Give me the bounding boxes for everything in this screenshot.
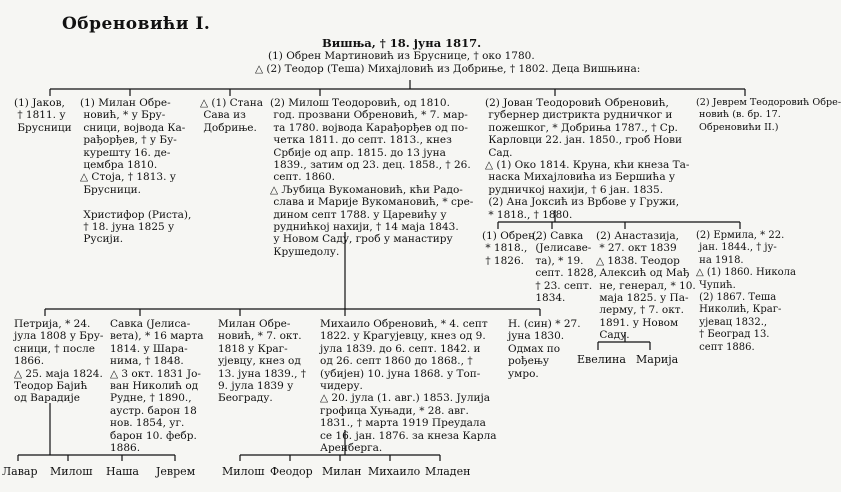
person-marija: Марија [636,353,679,366]
person-mihailo-savka: Михаило [368,465,421,478]
person-lavar: Лавар [2,465,38,478]
page-title: Обреновићи I. [62,14,211,34]
person-petrija: Петрија, * 24. јула 1808 у Бру- сници, † после 1866. △ 25. маја 1824. Теодор Бајић од Варадије [14,318,104,405]
person-ermila: (2) Ермила, * 22. јан. 1844., † ју- на 1918. △ (1) 1860. Никола Чупић. (2) 1867. Теша Николић, Краг- ујевац 1832., † Београд 13. септ 1886. [696,230,796,353]
root-name: Вишња, † 18. јуна 1817. [322,36,482,50]
person-milan: (1) Милан Обре- новић, * у Бру- сници, војвода Ка- рађорђев, † у Бу- курешту 16. де- цембра 1810. △ Стоја, † 1813. у Брусници. Христифор (Риста), † 18. јуна 1825 у Русији. [80,97,192,246]
person-milos-savka: Милош [222,465,265,478]
person-milos: (2) Милош Теодоровић, од 1810. год. прозвани Обреновић, * 7. мар- та 1780. војвода Карађорђев од по- четка 1811. до септ. 1813., кнез Србије од апр. 1815. до 13 јуна 1839., затим од 23. дец. 1858., † 26. септ. 1860. △ Љубица Вукомановић, кћи Радо- слава и Марије Вукомановић, * сре- дином септ 1788. у Царевићу у руднићкој нахији, † 14 маја 1843. у Новом Саду, гроб у манастиру Крушедолу. [270,97,474,258]
person-jevrem: (2) Јеврем Теодоровић Обре- новић (в. бр. 17. Обреновићи II.) [696,97,841,133]
person-milan-savka: Милан [322,465,362,478]
person-jovan: (2) Јован Теодоровић Обреновић, губернер дистрикта рудничког и пожешког, * Добриња 1787., † Ср. Карловци 22. јан. 1850., гроб Нови Сад. △ (1) Око 1814. Круна, кћи кнеза Та- наска Михајловића из Бершића у рудничкој нахији, † 6 јан. 1835. (2) Ана Јоксић из Врбове у Гружи, * 1818., † 1880. [485,97,690,221]
person-jevrem-petrija: Јеврем [156,465,196,478]
person-evelina: Евелина [577,353,626,366]
person-jakov: (1) Јаков, † 1811. у Брусници [14,97,72,134]
person-milan-milos: Милан Обре- новић, * 7. окт. 1818 у Краг- ујевцу, кнез од 13. јуна 1839., † 9. јула 1839 у Београду. [218,318,307,405]
person-savka-milos: Савка (Јелиса- вета), * 16 марта 1814. у Шара- нима, † 1848. △ 3 окт. 1831 Јо- ван Николић од Рудне, † 1890., аустр. барон 18 нов. 1854, уг. барон 10. фебр. 1886. [110,318,204,455]
person-savka-jovan: (2) Савка (Јелисаве- та), * 19. септ. 1828, † 23. септ. 1834. [532,230,597,305]
person-milos-petrija: Милош [50,465,93,478]
person-feodor: Феодор [270,465,313,478]
person-nasa: Наша [106,465,139,478]
person-anastazija: (2) Анастазија, * 27. окт 1839 △ 1838. Теодор Алексић од Мађ не, генерал, * 10. маја 1825. у Па- лерму, † 7. окт. 1891. у Новом Саду. [596,230,696,342]
person-stana: △ (1) Стана Сава из Добриње. [200,97,263,134]
person-n-son: Н. (син) * 27. јуна 1830. Одмах по рођењу умро. [508,318,581,380]
root-spouse-1: (1) Обрен Мартиновић из Бруснице, † око 1780. [268,50,535,62]
person-mladen: Младен [425,465,471,478]
person-obren: (1) Обрен, * 1818., † 1826. [482,230,539,267]
person-mihailo: Михаило Обреновић, * 4. септ 1822. у Крагујевцу, кнез од 9. јула 1839. до 6. септ. 1842. и од 26. септ 1860 до 1868., † (убијен) 10. јуна 1868. у Топ- чидеру. △ 20. јула (1. авг.) 1853. Јулија грофица Хуњади, * 28. авг. 1831., † марта 1919 Преудала се 16. јан. 1876. за кнеза Карла Аренберга. [320,318,497,455]
root-spouse-2: △ (2) Теодор (Теша) Михајловић из Добриње, † 1802. Деца Вишњина: [255,63,641,75]
